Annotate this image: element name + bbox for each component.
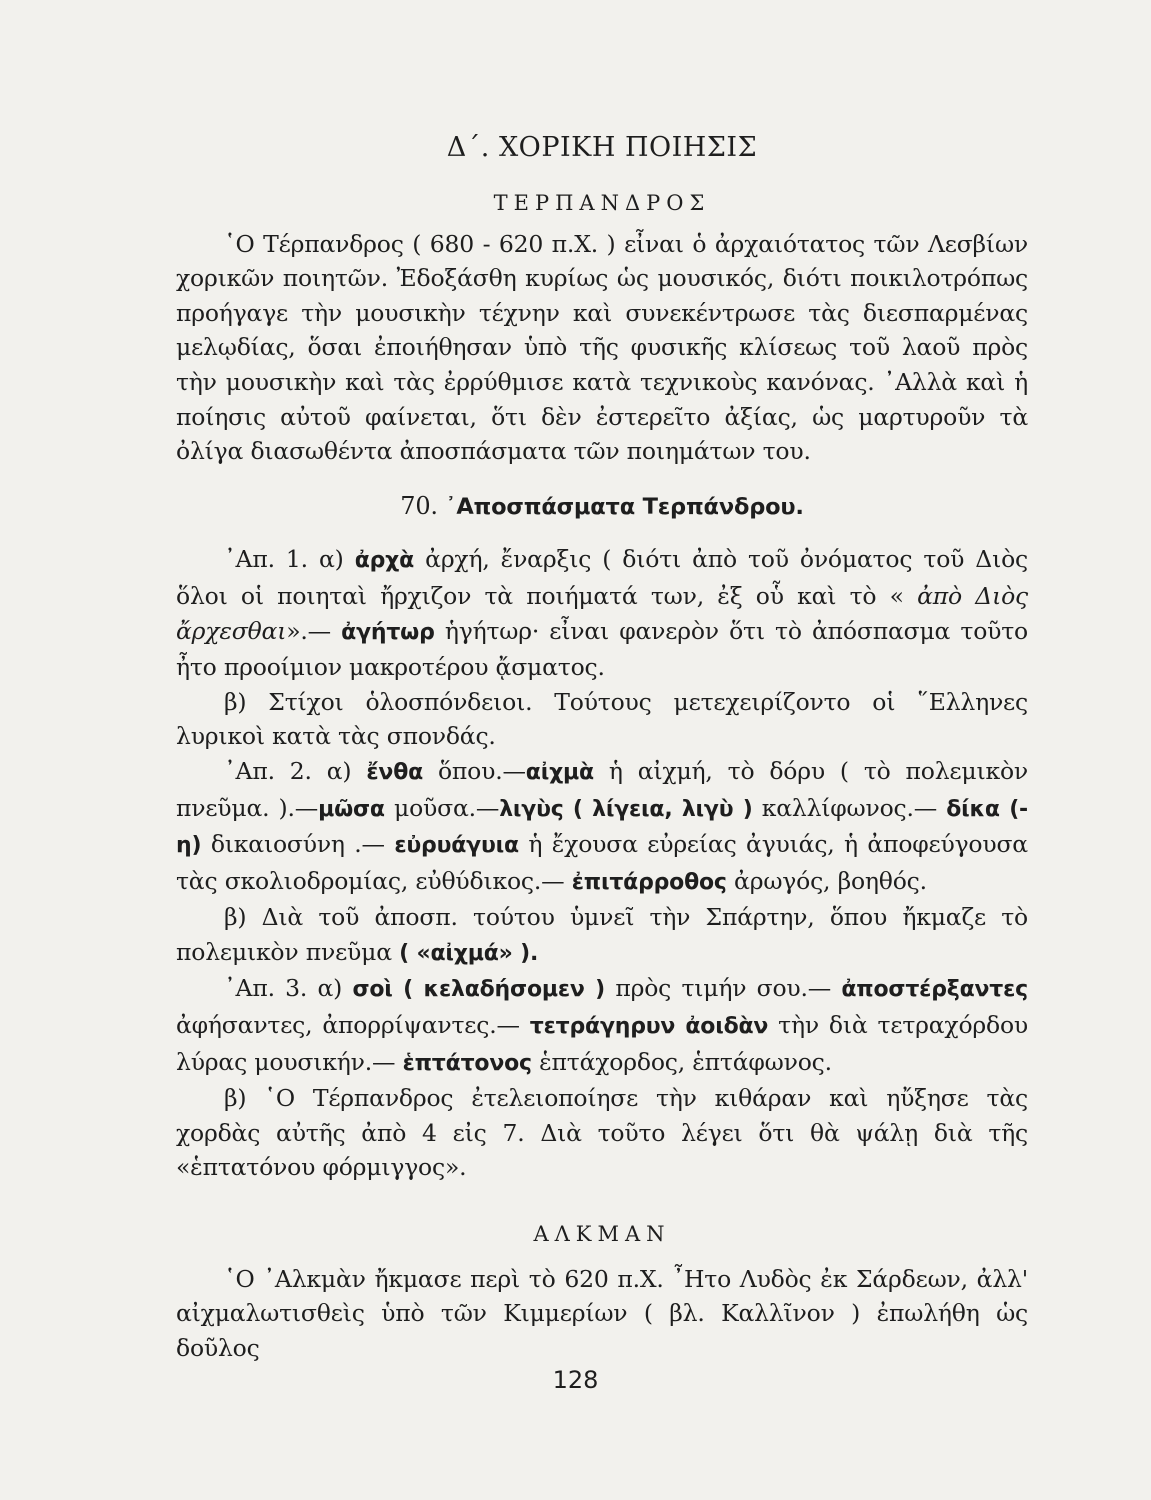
fragment-2-b: β) Διὰ τοῦ ἀποσπ. τούτου ὑμνεῖ τὴν Σπάρτην, ὅπου ἤκμαζε τὸ πολεμικὸν πνεῦμα ( «αἰχμά» ).: [176, 903, 1028, 966]
keyword: ἀγήτωρ: [341, 619, 435, 645]
intro-paragraph-alkman: ῾Ο ᾿Αλκμὰν ἤκμασε περὶ τὸ 620 π.Χ. ῏Ητο Λυδὸς ἐκ Σάρδεων, ἀλλ' αἰχμαλωτισθεὶς ὑπὸ τῶν Κιμμερίων ( βλ. Καλλῖνον ) ἐπωλήθη ὡς δοῦλος: [176, 1264, 1028, 1362]
keyword: μῶσα: [318, 796, 385, 822]
fragment-2-a: ᾿Απ. 2. α) ἔνθα ὅπου.—αἰχμὰ ἡ αἰχμή, τὸ δόρυ ( τὸ πολεμικὸν πνεῦμα. ).—μῶσα μοῦσα.—λιγὺς ( λίγεια, λιγὺ ) καλλίφωνος.— δίκα (-η) δικαιοσύνη .— εὐρυάγυια ἡ ἔχουσα εὐρείας ἀγυιάς, ἡ ἀποφεύγουσα τὰς σκολιοδρομίας, εὐθύδικος.— ἐπιτάρροθος ἀρωγός, βοηθός.: [176, 756, 1028, 895]
keyword: ἀρχὰ: [354, 548, 415, 574]
fragment-heading-number: 70.: [400, 491, 438, 520]
author-heading-alkman: ΑΛΚΜΑΝ: [533, 1222, 671, 1247]
keyword: ἔνθα: [366, 759, 424, 785]
fragment-3-a: ᾿Απ. 3. α) σοὶ ( κελαδήσομεν ) πρὸς τιμήν σου.— ἀποστέρξαντες ἀφήσαντες, ἀπορρίψαντες.— τετράγηρυν ἀοιδὰν τὴν διὰ τετραχόρδου λύρας μουσικήν.— ἑπτάτονος ἑπτάχορδος, ἑπτάφωνος.: [176, 974, 1028, 1076]
fragment-1-a: ᾿Απ. 1. α) ἀρχὰ ἀρχή, ἔναρξις ( διότι ἀπὸ τοῦ ὀνόματος τοῦ Διὸς ὅλοι οἱ ποιηταὶ ἤρχιζον τὰ ποιήματά των, ἐξ οὗ καὶ τὸ « ἀπὸ Διὸς ἄρχεσθαι».— ἀγήτωρ ἡγήτωρ· εἶναι φανερὸν ὅτι τὸ ἀπόσπασμα τοῦτο ἦτο προοίμιον μακροτέρου ᾄσματος.: [176, 545, 1029, 682]
fragment-heading-title: ᾿Αποσπάσματα Τερπάνδρου.: [445, 493, 804, 520]
keyword: δίκα (-η): [176, 796, 1028, 859]
keyword: ἐπιτάρροθος: [571, 869, 727, 895]
keyword: λιγὺς ( λίγεια, λιγὺ ): [499, 796, 753, 822]
fragment-1-b: β) Στίχοι ὁλοσπόνδειοι. Τούτους μετεχειρίζοντο οἱ ῞Ελληνες λυρικοὶ κατὰ τὰς σπονδάς.: [176, 687, 1028, 751]
page-body: [176, 128, 1028, 1365]
keyword: ( «αἰχμά» ).: [399, 940, 539, 966]
page-number: 128: [552, 1366, 599, 1394]
intro-paragraph-terpandros: ῾Ο Τέρπανδρος ( 680 - 620 π.Χ. ) εἶναι ὁ ἀρχαιότατος τῶν Λεσβίων χορικῶν ποιητῶν. Ἐδοξάσθη κυρίως ὡς μουσικός, διότι ποικιλοτρόπως προήγαγε τὴν μουσικὴν τέχνην καὶ συνεκέντρωσε τὰς διεσπαρμένας μελῳδίας, ὅσαι ἐποιήθησαν ὑπὸ τῆς φυσικῆς κλίσεως τοῦ λαοῦ πρὸς τὴν μουσικὴν καὶ τὰς ἐρρύθμισε κατὰ τεχνικοὺς κανόνας. ᾿Αλλὰ καὶ ἡ ποίησις αὐτοῦ φαίνεται, ὅτι δὲν ἐστερεῖτο ἀξίας, ὡς μαρτυροῦν τὰ ὀλίγα διασωθέντα ἀποσπάσματα τῶν ποιημάτων του.: [176, 229, 1028, 466]
quote: ἀπὸ Διὸς ἄρχεσθαι: [176, 581, 1029, 645]
fragment-heading: [176, 489, 1028, 525]
keyword: ἑπτάτονος: [402, 1050, 532, 1076]
section-title: Δ΄. ΧΟΡΙΚΗ ΠΟΙΗΣΙΣ: [446, 132, 758, 163]
author-heading-terpandros: ΤΕΡΠΑΝΔΡΟΣ: [493, 191, 711, 215]
keyword: τετράγηρυν ἀοιδὰν: [529, 1014, 769, 1040]
keyword: εὐρυάγυια: [394, 833, 519, 859]
keyword: σοὶ ( κελαδήσομεν ): [352, 977, 606, 1003]
fragment-3-b: β) ῾Ο Τέρπανδρος ἐτελειοποίησε τὴν κιθάραν καὶ ηὔξησε τὰς χορδὰς αὐτῆς ἀπὸ 4 εἰς 7. Διὰ τοῦτο λέγει ὅτι θὰ ψάλῃ διὰ τῆς «ἑπτατόνου φόρμιγγος».: [176, 1084, 1028, 1182]
keyword: ἀποστέρξαντες: [841, 977, 1028, 1003]
keyword: αἰχμὰ: [525, 759, 594, 785]
